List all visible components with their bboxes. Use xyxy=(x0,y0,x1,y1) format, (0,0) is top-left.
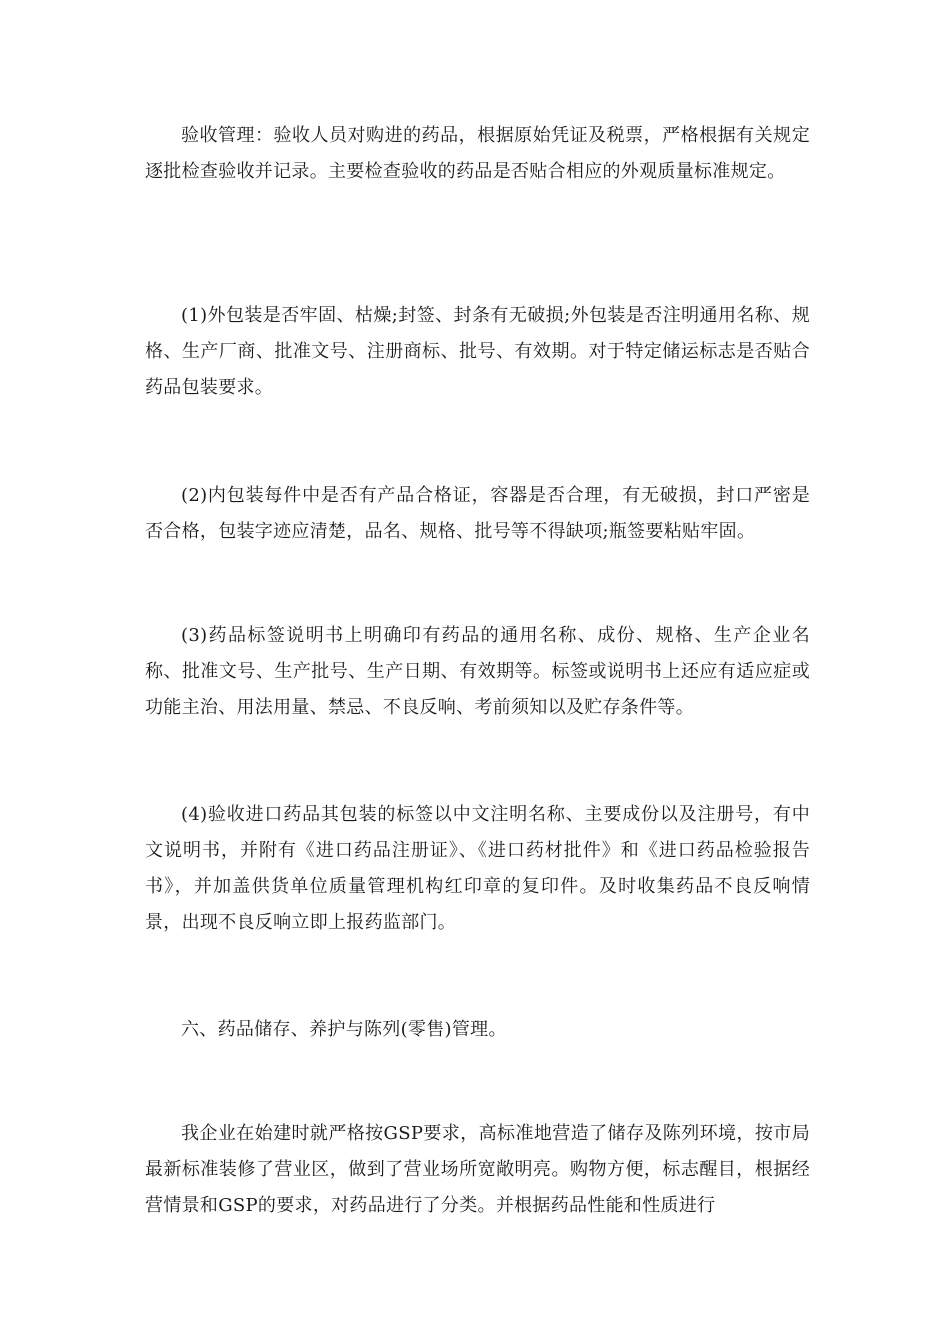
paragraph-label-instructions: (3)药品标签说明书上明确印有药品的通用名称、成份、规格、生产企业名称、批准文号、生产批号、生产日期、有效期等。标签或说明书上还应有适应症或功能主治、用法用量、禁忌、不良反响、考前须知以及贮存条件等。 xyxy=(145,625,810,718)
paragraph-imported-drugs: (4)验收进口药品其包装的标签以中文注明名称、主要成份以及注册号，有中文说明书，并附有《进口药品注册证》、《进口药材批件》和《进口药品检验报告书》，并加盖供货单位质量管理机构红印章的复印件。及时收集药品不良反响情景，出现不良反响立即上报药监部门。 xyxy=(145,804,810,933)
paragraph-acceptance-management: 验收管理：验收人员对购进的药品，根据原始凭证及税票，严格根据有关规定逐批检查验收并记录。主要检查验收的药品是否贴合相应的外观质量标准规定。 xyxy=(145,125,810,182)
paragraph-inner-packaging: (2)内包装每件中是否有产品合格证，容器是否合理，有无破损，封口严密是否合格，包装字迹应清楚，品名、规格、批号等不得缺项;瓶签要粘贴牢固。 xyxy=(145,485,810,542)
paragraph-storage-environment: 我企业在始建时就严格按GSP要求，高标准地营造了储存及陈列环境，按市局最新标准装修了营业区，做到了营业场所宽敞明亮。购物方便，标志醒目，根据经营情景和GSP的要求，对药品进行了分类。并根据药品性能和性质进行 xyxy=(145,1123,810,1216)
paragraph-outer-packaging: (1)外包装是否牢固、枯燥;封签、封条有无破损;外包装是否注明通用名称、规格、生产厂商、批准文号、注册商标、批号、有效期。对于特定储运标志是否贴合药品包装要求。 xyxy=(145,305,810,398)
section-heading-storage: 六、药品储存、养护与陈列(零售)管理。 xyxy=(181,1019,507,1040)
